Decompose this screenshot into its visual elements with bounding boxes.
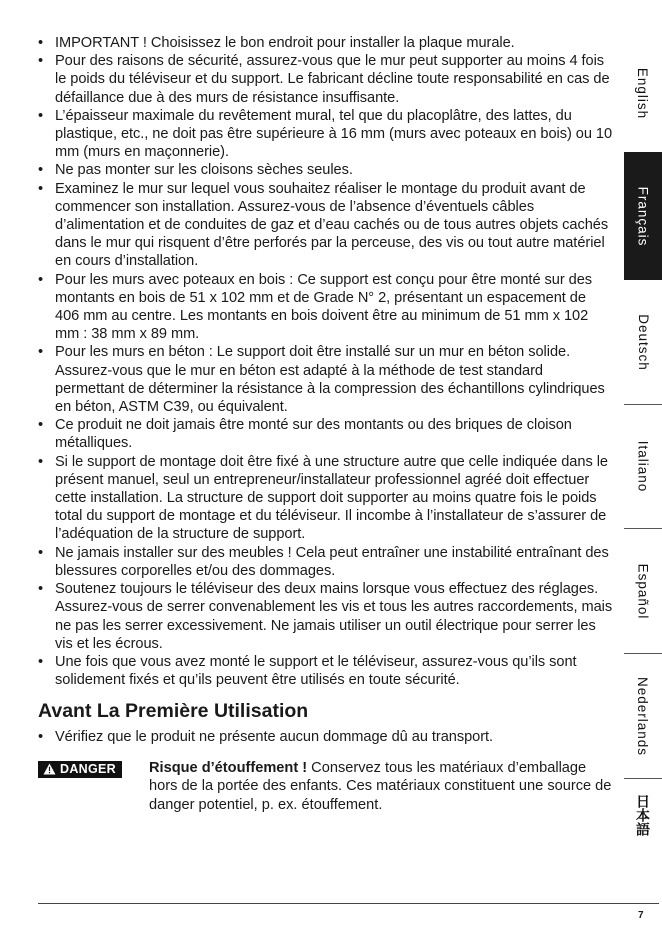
safety-bullet-list (38, 34, 613, 689)
tab-espanol[interactable] (624, 529, 662, 653)
page-number: 7 (638, 910, 644, 921)
danger-body: Conservez tous les matériaux d’emballage hors de la portée des enfants. Ces matériaux constituent une source de danger potentiel, p. ex. étouffement. (149, 759, 612, 813)
list-item: • Vérifiez que le produit ne présente aucun dommage dû au transport. (38, 728, 613, 746)
tab-label: Français (635, 186, 651, 246)
tab-deutsch[interactable] (624, 280, 662, 404)
list-item: • IMPORTANT ! Choisissez le bon endroit pour installer la plaque murale. (38, 34, 613, 52)
main-content (38, 34, 613, 814)
list-item: • L’épaisseur maximale du revêtement mural, tel que du placoplâtre, des lattes, du plastique, etc., ne doit pas être supérieure à 16 mm (murs avec poteaux en bois) ou 10 mm (murs en maçonnerie). (38, 107, 613, 162)
danger-text (149, 759, 613, 815)
danger-notice (38, 759, 613, 815)
language-tabs (624, 34, 662, 844)
tab-label: Italiano (635, 440, 651, 493)
list-item: • Pour les murs avec poteaux en bois : Ce support est conçu pour être monté sur des montants en bois de 51 x 102 mm et de Grade N° 2, présentant un espacement de 406 mm au centre. Les montants en bois doivent être au minimum de 51 mm x 102 mm : 38 mm x 89 mm. (38, 271, 613, 344)
list-item: • Ne jamais installer sur des meubles ! Cela peut entraîner une instabilité entraînant des blessures corporelles et/ou des dommages. (38, 544, 613, 580)
tab-label: Deutsch (635, 313, 651, 371)
section-bullet-list (38, 728, 613, 746)
tab-nederlands[interactable] (624, 654, 662, 778)
tab-italiano[interactable] (624, 405, 662, 528)
list-item: • Si le support de montage doit être fixé à une structure autre que celle indiquée dans le présent manuel, seul un entrepreneur/installateur professionnel agréé doit effectuer cette installation. La structure de support doit supporter au moins quatre fois le poids total du support de montage et du téléviseur. Il incombe à l’installateur de s’assurer de l’adéquation de la structure de support. (38, 453, 613, 544)
list-item: • Une fois que vous avez monté le support et le téléviseur, assurez-vous qu’ils sont solidement fixés et qu’ils peuvent être utilisés en toute sécurité. (38, 653, 613, 689)
tab-english[interactable] (624, 34, 662, 152)
tab-francais[interactable] (624, 152, 662, 280)
list-item: • Pour les murs en béton : Le support doit être installé sur un mur en béton solide. Assurez-vous que le mur en béton est adapté à la méthode de test standard permettant de déterminer la résistance à la compression des échantillons cylindriques en béton, ASTM C39, ou équivalent. (38, 343, 613, 416)
list-item: • Pour des raisons de sécurité, assurez-vous que le mur peut supporter au moins 4 fois le poids du téléviseur et du support. Le fabricant décline toute responsabilité en cas de défaillance due à des murs de résistance insuffisante. (38, 52, 613, 107)
tab-japanese[interactable] (624, 779, 662, 851)
footer-divider (38, 903, 659, 904)
danger-heading: Risque d’étouffement ! (149, 759, 308, 776)
list-item: • Ce produit ne doit jamais être monté sur des montants ou des briques de cloison métalliques. (38, 416, 613, 452)
warning-triangle-icon (43, 763, 56, 775)
tab-label: 日本語 (635, 794, 651, 836)
danger-badge (38, 761, 122, 778)
list-item: • Soutenez toujours le téléviseur des deux mains lorsque vous effectuez des réglages. Assurez-vous de serrer convenablement les vis et tous les autres raccordements, mais ne pas les serrer excessivement. Ne jamais utiliser un outil électrique pour serrer les vis et les écrous. (38, 580, 613, 653)
list-item: • Examinez le mur sur lequel vous souhaitez réaliser le montage du produit avant de commencer son installation. Assurez-vous de l’absence d’éventuels câbles d’alimentation et de conduites de gaz et d’eau cachés ou de tous autres objets cachés dans le mur qui risquent d’être perforés par la perceuse, des vis ou tout autre matériel en cours d’installation. (38, 180, 613, 271)
tab-label: Español (635, 563, 651, 619)
list-item: • Ne pas monter sur les cloisons sèches seules. (38, 161, 613, 179)
tab-label: English (635, 67, 651, 119)
section-title: Avant La Première Utilisation (38, 700, 309, 723)
danger-badge-label: DANGER (60, 761, 116, 776)
tab-label: Nederlands (635, 676, 651, 756)
